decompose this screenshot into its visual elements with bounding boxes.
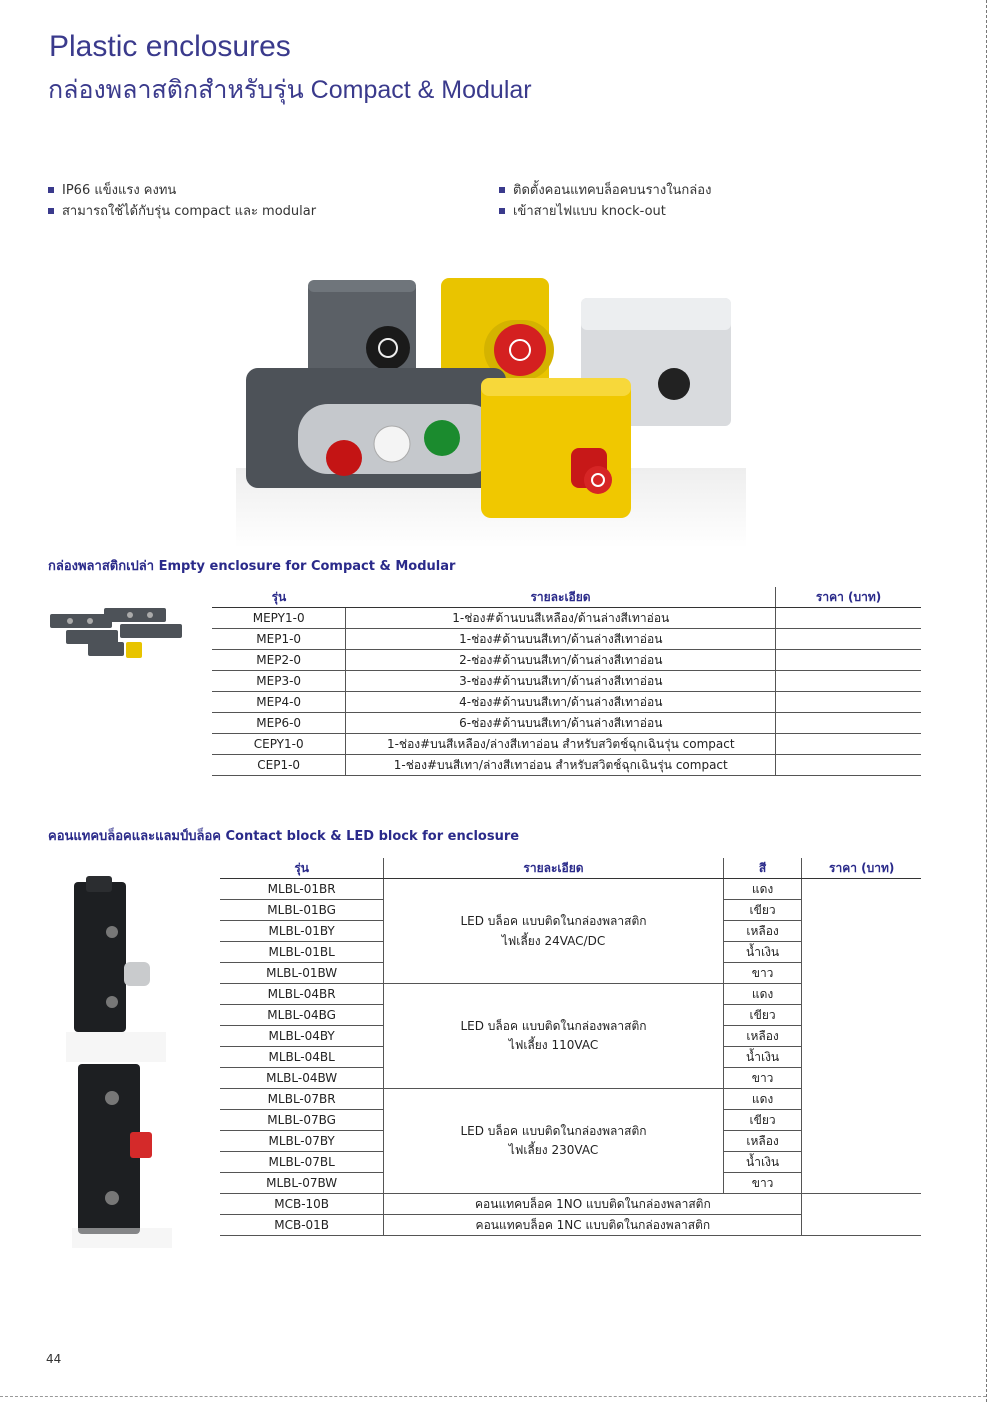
enclosures-product-photo <box>236 258 746 548</box>
col-header-detail: รายละเอียด <box>384 858 723 879</box>
table-cell: เขียว <box>723 1110 802 1131</box>
table-cell: MLBL-01BY <box>220 921 384 942</box>
col-header-model: รุ่น <box>212 587 346 608</box>
table-cell: น้ำเงิน <box>723 1047 802 1068</box>
table-cell: 3-ช่อง#ด้านบนสีเทา/ด้านล่างสีเทาอ่อน <box>346 671 776 692</box>
group-desc: LED บล็อค แบบติดในกล่องพลาสติก <box>460 1124 647 1138</box>
col-header-price: ราคา (บาท) <box>802 858 921 879</box>
table-cell: MLBL-01BR <box>220 879 384 900</box>
table-cell: แดง <box>723 984 802 1005</box>
table-cell: เหลือง <box>723 921 802 942</box>
table-cell: MLBL-07BY <box>220 1131 384 1152</box>
table-cell: MLBL-01BW <box>220 963 384 984</box>
table-cell: 1-ช่อง#บนสีเทา/ล่างสีเทาอ่อน สำหรับสวิตช์ฉุกเฉินรุ่น compact <box>346 755 776 776</box>
table-cell: 1-ช่อง#ด้านบนสีเหลือง/ด้านล่างสีเทาอ่อน <box>346 608 776 629</box>
yellow-box-front <box>481 378 631 518</box>
table-row <box>212 608 921 629</box>
table-cell: MEP2-0 <box>212 650 346 671</box>
grey-box-emergency <box>308 280 416 376</box>
table-cell: 2-ช่อง#ด้านบนสีเทา/ด้านล่างสีเทาอ่อน <box>346 650 776 671</box>
table-cell: MLBL-07BW <box>220 1173 384 1194</box>
group-desc: LED บล็อค แบบติดในกล่องพลาสติก <box>460 914 647 928</box>
section2-heading: คอนแทคบล็อคและแลมป์บล็อค Contact block & LED block for enclosure <box>48 829 520 844</box>
table-cell: แดง <box>723 1089 802 1110</box>
page-number: 44 <box>46 1352 62 1366</box>
table-cell: 1-ช่อง#ด้านบนสีเทา/ด้านล่างสีเทาอ่อน <box>346 629 776 650</box>
table-cell: 1-ช่อง#บนสีเหลือง/ล่างสีเทาอ่อน สำหรับสวิตช์ฉุกเฉินรุ่น compact <box>346 734 776 755</box>
table-cell: MLBL-07BG <box>220 1110 384 1131</box>
table-row <box>220 879 921 900</box>
contact-block-photo <box>72 1058 172 1248</box>
col-header-color: สี <box>723 858 802 879</box>
feature-item: IP66 แข็งแรง คงทน <box>48 180 316 201</box>
table-cell: ขาว <box>723 963 802 984</box>
table-row <box>212 755 921 776</box>
table-cell: คอนแทคบล็อค 1NC แบบติดในกล่องพลาสติก <box>384 1215 802 1236</box>
table-cell: MLBL-04BW <box>220 1068 384 1089</box>
table-cell: 4-ช่อง#ด้านบนสีเทา/ด้านล่างสีเทาอ่อน <box>346 692 776 713</box>
table-cell: MLBL-04BY <box>220 1026 384 1047</box>
col-header-model: รุ่น <box>220 858 384 879</box>
table-cell: เหลือง <box>723 1026 802 1047</box>
group-desc-voltage: ไฟเลี้ยง 230VAC <box>508 1143 599 1157</box>
table-cell: ขาว <box>723 1173 802 1194</box>
feature-list-left <box>48 180 316 222</box>
table-cell: 6-ช่อง#ด้านบนสีเทา/ด้านล่างสีเทาอ่อน <box>346 713 776 734</box>
table-cell: CEP1-0 <box>212 755 346 776</box>
table-cell: MLBL-07BL <box>220 1152 384 1173</box>
table-cell: คอนแทคบล็อค 1NO แบบติดในกล่องพลาสติก <box>384 1194 802 1215</box>
table-cell: MEP1-0 <box>212 629 346 650</box>
contact-led-block-table <box>220 858 921 1236</box>
table-cell: MLBL-01BL <box>220 942 384 963</box>
table-cell: MLBL-01BG <box>220 900 384 921</box>
feature-item: ติดตั้งคอนแทคบล็อคบนรางในกล่อง <box>499 180 711 201</box>
table-row <box>212 629 921 650</box>
section1-heading: กล่องพลาสติกเปล่า Empty enclosure for Compact & Modular <box>48 559 456 574</box>
feature-item: เข้าสายไฟแบบ knock-out <box>499 201 711 222</box>
table-cell: MCB-10B <box>220 1194 384 1215</box>
table-row <box>212 713 921 734</box>
empty-enclosures-photo <box>46 600 186 672</box>
page-edge-right <box>986 0 987 1402</box>
table-cell: เขียว <box>723 900 802 921</box>
table-cell: ขาว <box>723 1068 802 1089</box>
table-cell: MEPY1-0 <box>212 608 346 629</box>
table-cell: MLBL-04BG <box>220 1005 384 1026</box>
table-cell: แดง <box>723 879 802 900</box>
table-row <box>212 650 921 671</box>
col-header-detail: รายละเอียด <box>346 587 776 608</box>
page-title: Plastic enclosures <box>49 30 291 63</box>
table-row <box>212 734 921 755</box>
feature-item: สามารถใช้ได้กับรุ่น compact และ modular <box>48 201 316 222</box>
table-cell: เขียว <box>723 1005 802 1026</box>
table-cell: MEP6-0 <box>212 713 346 734</box>
table-cell: MLBL-04BL <box>220 1047 384 1068</box>
col-header-price: ราคา (บาท) <box>776 587 921 608</box>
group-desc: LED บล็อค แบบติดในกล่องพลาสติก <box>460 1019 647 1033</box>
empty-enclosure-table <box>212 587 921 776</box>
table-row <box>212 671 921 692</box>
table-cell: CEPY1-0 <box>212 734 346 755</box>
page-subtitle: กล่องพลาสติกสำหรับรุ่น Compact & Modular <box>48 76 532 104</box>
table-row <box>212 692 921 713</box>
table-cell: MLBL-07BR <box>220 1089 384 1110</box>
feature-list-right <box>499 180 711 222</box>
group-desc-voltage: ไฟเลี้ยง 110VAC <box>508 1038 599 1052</box>
group-desc-voltage: ไฟเลี้ยง 24VAC/DC <box>501 934 606 948</box>
table-cell: MEP3-0 <box>212 671 346 692</box>
table-row <box>220 1194 921 1215</box>
table-cell: MLBL-04BR <box>220 984 384 1005</box>
table-cell: น้ำเงิน <box>723 1152 802 1173</box>
table-cell: MCB-01B <box>220 1215 384 1236</box>
three-button-box <box>246 368 506 488</box>
page-edge-bottom <box>0 1396 986 1397</box>
table-cell: น้ำเงิน <box>723 942 802 963</box>
table-cell: MEP4-0 <box>212 692 346 713</box>
led-block-photo <box>66 872 166 1062</box>
table-cell: เหลือง <box>723 1131 802 1152</box>
